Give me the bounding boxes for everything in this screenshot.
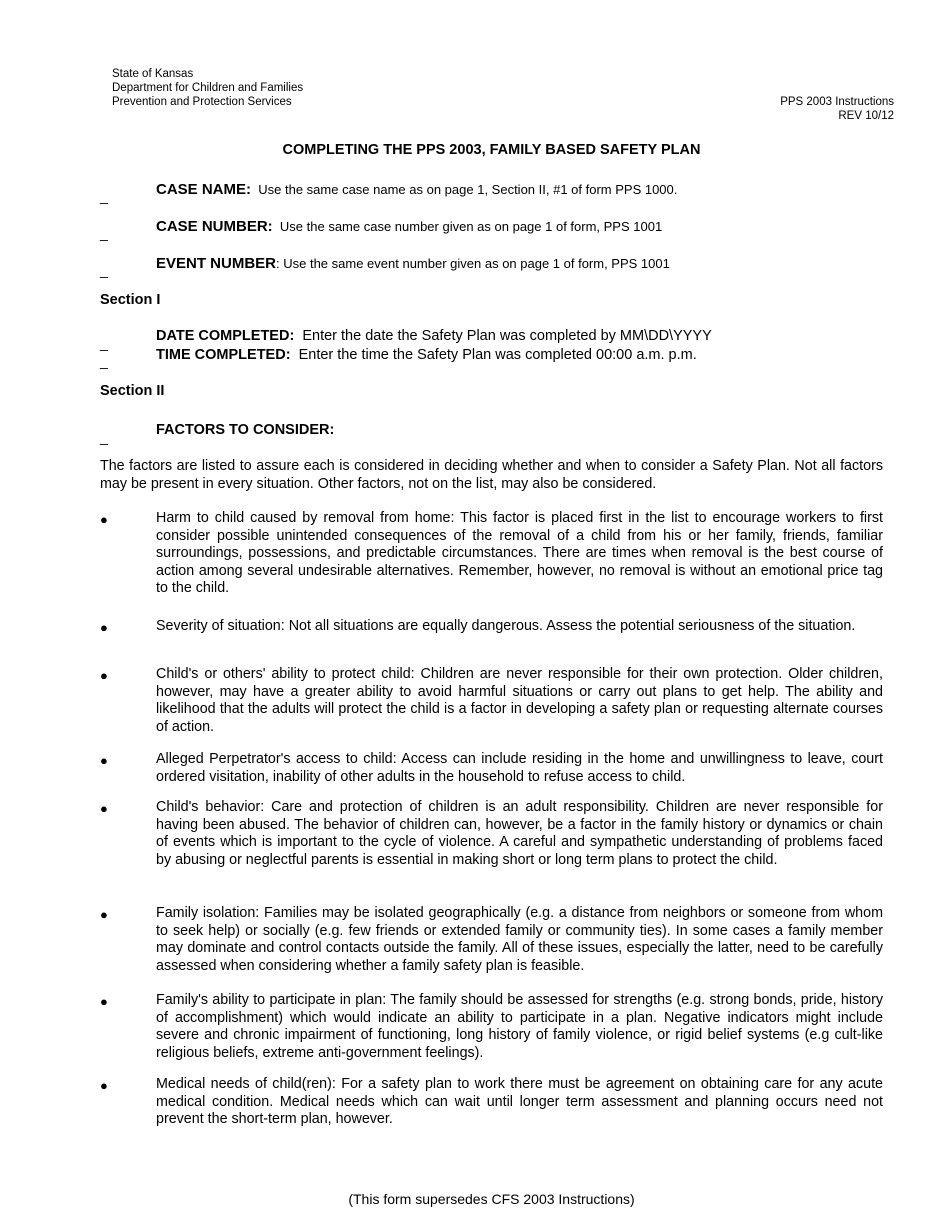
bullet-icon: ● [100, 668, 108, 683]
factor-perpetrator-access: Alleged Perpetrator's access to child: Access can include residing in the home and unwillingness to leave, court ordered visitation, inability of other adults in the household to refuse access to child. [156, 751, 883, 785]
event-number-text: : Use the same event number given as on page 1 of form, PPS 1001 [276, 256, 670, 271]
section-1-heading: Section I [100, 292, 161, 308]
factors-intro: The factors are listed to assure each is considered in deciding whether and when to consider a Safety Plan. Not all factors may be present in every situation. Other factors, not on the list, may also be considered. [100, 458, 883, 492]
time-completed-text: Enter the time the Safety Plan was completed 00:00 a.m. p.m. [298, 347, 697, 363]
bullet-icon: ● [100, 994, 108, 1009]
bullet-icon: ● [100, 512, 108, 527]
bullet-icon: ● [100, 907, 108, 922]
case-number-field [156, 218, 662, 235]
field-marker: _ [100, 429, 108, 445]
bullet-icon: ● [100, 620, 108, 635]
case-number-text: Use the same case number given as on page 1 of form, PPS 1001 [279, 219, 663, 234]
factor-family-participation: Family's ability to participate in plan: The family should be assessed for strengths (e.g. strong bonds, pride, history of accomplishment) which would indicate an ability to participate in a plan. Negative indicators might include severe and chronic impairment of functioning, long history of family violence, or rigid belief systems (e.g cult-like religious beliefs, extreme anti-government feelings). [156, 992, 883, 1061]
bullet-icon: ● [100, 1078, 108, 1093]
field-marker: _ [100, 262, 108, 278]
field-marker: _ [100, 225, 108, 241]
revision: REV 10/12 [838, 110, 894, 122]
factor-ability-protect: Child's or others' ability to protect child: Children are never responsible for their own protection. Older children, however, may have a greater ability to avoid harmful situations or carry out plans to get help. The ability and likelihood that the adults will protect the child is a factor in developing a safety plan or requesting alternate courses of action. [156, 666, 883, 735]
field-marker: _ [100, 353, 108, 369]
section-2-heading: Section II [100, 383, 165, 399]
case-name-label: CASE NAME: [156, 181, 252, 198]
event-number-label: EVENT NUMBER [156, 255, 277, 272]
event-number-field [156, 255, 670, 272]
bullet-icon: ● [100, 801, 108, 816]
factor-severity: Severity of situation: Not all situations are equally dangerous. Assess the potential seriousness of the situation. [156, 618, 856, 634]
form-id-block [780, 95, 894, 123]
time-completed-label: TIME COMPLETED: [156, 347, 291, 363]
case-name-text: Use the same case name as on page 1, Section II, #1 of form PPS 1000. [258, 182, 678, 197]
factors-heading: FACTORS TO CONSIDER: [156, 422, 335, 438]
field-marker: _ [100, 335, 108, 351]
case-name-field [156, 181, 677, 198]
agency-header [112, 67, 303, 109]
date-completed-label: DATE COMPLETED: [156, 328, 295, 344]
date-completed-field [156, 328, 712, 344]
field-marker: _ [100, 188, 108, 204]
footer-note: (This form supersedes CFS 2003 Instructions) [348, 1191, 635, 1207]
factor-family-isolation: Family isolation: Families may be isolated geographically (e.g. a distance from neighbors or someone from whom to seek help) or socially (e.g. few friends or extended family or community ties). In some cases a family member may dominate and control contacts outside the family. All of these issues, especially the latter, need to be carefully assessed when considering whether a family safety plan is feasible. [156, 905, 883, 974]
factor-child-behavior: Child's behavior: Care and protection of children is an adult responsibility. Children are never responsible for having been abused. The behavior of children can, however, be a factor in the family history or dynamics or chain of events which is important to the cycle of violence. A careful and sympathetic understanding of problems faced by abusing or neglectful parents is essential in making short or long term plans to protect the child. [156, 799, 883, 868]
factor-medical-needs: Medical needs of child(ren): For a safety plan to work there must be agreement on obtaining care for any acute medical condition. Medical needs which can wait until longer term assessment and planning occurs need not prevent the short-term plan, however. [156, 1076, 883, 1127]
agency-line-state: State of Kansas [112, 68, 194, 80]
time-completed-field [156, 347, 697, 363]
agency-line-division: Prevention and Protection Services [112, 96, 292, 108]
page-title: COMPLETING THE PPS 2003, FAMILY BASED SAFETY PLAN [282, 142, 701, 158]
agency-line-department: Department for Children and Families [112, 82, 304, 94]
date-completed-text: Enter the date the Safety Plan was completed by MM\DD\YYYY [302, 328, 712, 344]
bullet-icon: ● [100, 753, 108, 768]
factor-harm-removal: Harm to child caused by removal from home: This factor is placed first in the list to encourage workers to first consider possible unintended consequences of the removal of a child from his or her family, friends, familiar surroundings, possessions, and predictable circumstances. There are times when removal is the best course of action among several undesirable alternatives. Remember, however, no removal is without an emotional price tag to the child. [156, 510, 883, 596]
case-number-label: CASE NUMBER: [156, 218, 273, 235]
form-id: PPS 2003 Instructions [780, 96, 894, 108]
